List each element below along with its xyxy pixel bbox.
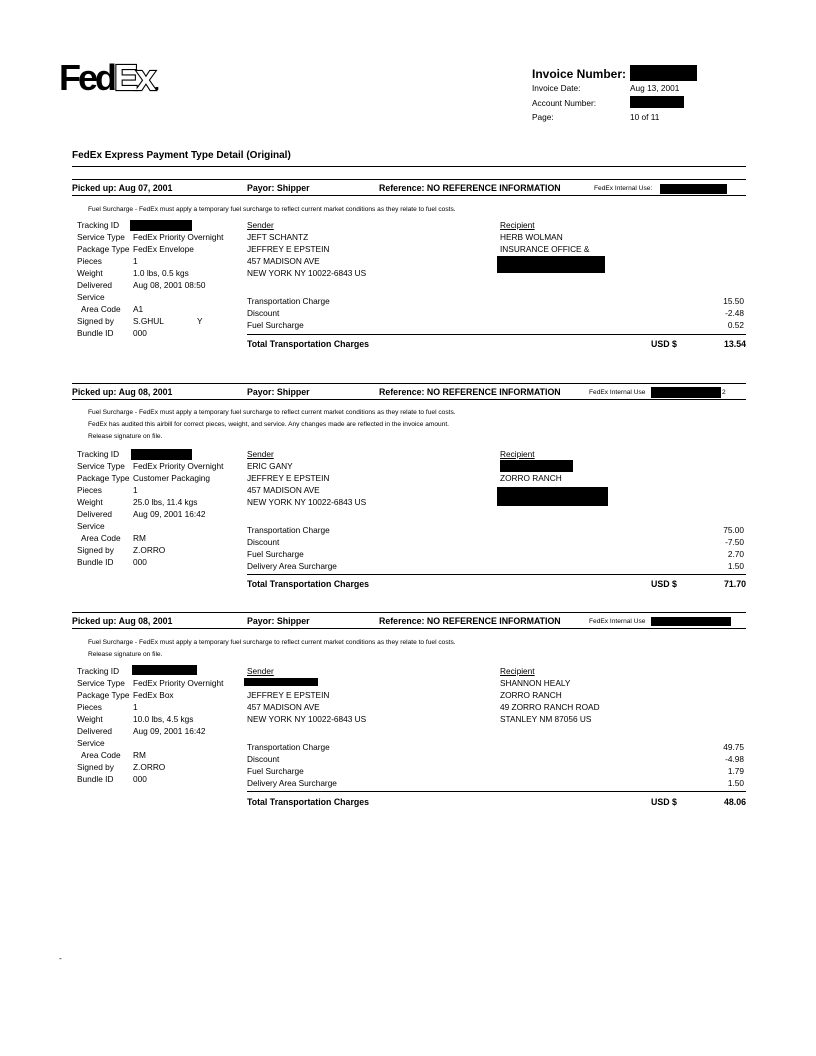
area-code: RM [133, 750, 146, 760]
total-amount: 48.06 [723, 797, 746, 807]
divider [247, 334, 746, 335]
recipient-line: ZORRO RANCH [500, 690, 562, 700]
divider [72, 195, 746, 196]
redaction-tracking-id [132, 665, 197, 675]
total-amount: 71.70 [723, 579, 746, 589]
sender-line: NEW YORK NY 10022-6843 US [247, 268, 367, 278]
divider [247, 791, 746, 792]
pieces: 1 [133, 702, 138, 712]
pieces-label: Pieces [77, 256, 102, 266]
picked-up: Picked up: Aug 07, 2001 [72, 183, 173, 193]
weight: 1.0 lbs, 0.5 kgs [133, 268, 189, 278]
currency: USD $ [651, 579, 677, 589]
invoice-date: Aug 13, 2001 [630, 83, 680, 93]
sender-line: JEFFREY E EPSTEIN [247, 473, 330, 483]
service-label: Service [77, 521, 105, 531]
service-type-label: Service Type [77, 232, 125, 242]
signed-by-label: Signed by [77, 316, 114, 326]
currency: USD $ [651, 339, 677, 349]
service-type-label: Service Type [77, 461, 125, 471]
charge-label: Discount [247, 308, 280, 318]
bundle-id-label: Bundle ID [77, 328, 114, 338]
redaction-account-number [630, 96, 684, 108]
package-type: FedEx Box [133, 690, 174, 700]
redaction-internal-use [651, 617, 731, 626]
charge-label: Fuel Surcharge [247, 320, 304, 330]
total-label: Total Transportation Charges [247, 579, 370, 589]
section-title: FedEx Express Payment Type Detail (Original) [72, 150, 291, 161]
internal-use-label: FedEx Internal Use [589, 389, 646, 396]
package-type: FedEx Envelope [133, 244, 194, 254]
bundle-id-label: Bundle ID [77, 557, 114, 567]
area-code-label: Area Code [81, 304, 121, 314]
signed-by: Z.ORRO [133, 545, 166, 555]
signed-by-label: Signed by [77, 762, 114, 772]
weight: 10.0 lbs, 4.5 kgs [133, 714, 194, 724]
recipient-label: Recipient [500, 666, 535, 676]
weight-label: Weight [77, 714, 103, 724]
package-type-label: Package Type [77, 244, 130, 254]
note: Fuel Surcharge - FedEx must apply a temporary fuel surcharge to reflect current market conditions as they relate to fuel costs. [88, 639, 456, 646]
charge-label: Discount [247, 754, 280, 764]
recipient-line: HERB WOLMAN [500, 232, 563, 242]
package-type-label: Package Type [77, 690, 130, 700]
charge-label: Transportation Charge [247, 742, 330, 752]
pieces-label: Pieces [77, 702, 102, 712]
note: FedEx has audited this airbill for correct pieces, weight, and service. Any changes made are reflected in the invoice amount. [88, 421, 450, 428]
internal-use-label: FedEx Internal Use: [594, 185, 653, 192]
internal-use-label: FedEx Internal Use [589, 618, 646, 625]
currency: USD $ [651, 797, 677, 807]
tracking-id-label: Tracking ID [77, 220, 120, 230]
pieces: 1 [133, 256, 138, 266]
account-number-label: Account Number: [532, 98, 597, 108]
charge-amount: 1.50 [727, 778, 744, 788]
logo-fed: Fed [59, 57, 115, 98]
picked-up: Picked up: Aug 08, 2001 [72, 616, 173, 626]
charge-amount: -7.50 [725, 537, 744, 547]
reference: Reference: NO REFERENCE INFORMATION [379, 616, 561, 626]
charge-label: Transportation Charge [247, 296, 330, 306]
redaction-recipient-address [497, 487, 608, 506]
charge-amount: 1.50 [727, 561, 744, 571]
recipient-line: INSURANCE OFFICE & [500, 244, 590, 254]
delivered-label: Delivered [77, 726, 113, 736]
divider [72, 166, 746, 167]
tracking-id-label: Tracking ID [77, 449, 120, 459]
sender-label: Sender [247, 220, 274, 230]
recipient-line: SHANNON HEALY [500, 678, 571, 688]
sender-line: JEFFREY E EPSTEIN [247, 244, 330, 254]
delivered: Aug 09, 2001 16:42 [133, 509, 206, 519]
bundle-id-label: Bundle ID [77, 774, 114, 784]
charge-label: Delivery Area Surcharge [247, 778, 337, 788]
sender-line: 457 MADISON AVE [247, 702, 320, 712]
logo-ex: Ex [114, 57, 155, 98]
area-code-label: Area Code [81, 533, 121, 543]
logo-dot: . [154, 73, 160, 95]
redaction-tracking-id [130, 220, 192, 231]
redaction-tracking-id [131, 449, 192, 460]
service-type: FedEx Priority Overnight [133, 678, 224, 688]
service-label: Service [77, 738, 105, 748]
pieces-label: Pieces [77, 485, 102, 495]
charge-amount: 2.70 [727, 549, 744, 559]
page-number: 10 of 11 [630, 112, 660, 122]
tracking-id-label: Tracking ID [77, 666, 120, 676]
charge-amount: -4.98 [725, 754, 744, 764]
charge-amount: 1.79 [727, 766, 744, 776]
sender-line: ERIC GANY [247, 461, 293, 471]
service-type-label: Service Type [77, 678, 125, 688]
sender-label: Sender [247, 449, 274, 459]
payor: Payor: Shipper [247, 183, 310, 193]
recipient-label: Recipient [500, 220, 535, 230]
charge-amount: 49.75 [723, 742, 744, 752]
sender-label: Sender [247, 666, 274, 676]
charge-label: Fuel Surcharge [247, 549, 304, 559]
signed-by: Z.ORRO [133, 762, 166, 772]
charge-label: Transportation Charge [247, 525, 330, 535]
sender-line: JEFFREY E EPSTEIN [247, 690, 330, 700]
total-label: Total Transportation Charges [247, 797, 370, 807]
sender-line: JEFT SCHANTZ [247, 232, 309, 242]
recipient-line: 49 ZORRO RANCH ROAD [500, 702, 600, 712]
recipient-line: ZORRO RANCH [500, 473, 562, 483]
delivered-label: Delivered [77, 509, 113, 519]
charge-label: Fuel Surcharge [247, 766, 304, 776]
page-label: Page: [532, 112, 554, 122]
package-type-label: Package Type [77, 473, 130, 483]
recipient-label: Recipient [500, 449, 535, 459]
redaction-sender-name [244, 678, 318, 686]
divider [72, 399, 746, 400]
delivered-label: Delivered [77, 280, 113, 290]
charge-amount: 0.52 [727, 320, 744, 330]
sender-line: NEW YORK NY 10022-6843 US [247, 714, 367, 724]
redaction-invoice-number [630, 65, 697, 81]
redaction-recipient-address [497, 256, 605, 273]
divider [72, 628, 746, 629]
sender-line: NEW YORK NY 10022-6843 US [247, 497, 367, 507]
charge-amount: 15.50 [723, 296, 744, 306]
charge-amount: 75.00 [723, 525, 744, 535]
delivered: Aug 09, 2001 16:42 [133, 726, 206, 736]
package-type: Customer Packaging [133, 473, 211, 483]
reference: Reference: NO REFERENCE INFORMATION [379, 183, 561, 193]
bundle-id: 000 [133, 328, 147, 338]
weight-label: Weight [77, 497, 103, 507]
payor: Payor: Shipper [247, 616, 310, 626]
service-label: Service [77, 292, 105, 302]
area-code: A1 [133, 304, 144, 314]
redaction-internal-use [660, 184, 727, 194]
divider [72, 383, 746, 384]
reference: Reference: NO REFERENCE INFORMATION [379, 387, 561, 397]
pieces: 1 [133, 485, 138, 495]
charge-label: Discount [247, 537, 280, 547]
service-type: FedEx Priority Overnight [133, 232, 224, 242]
divider [72, 179, 746, 180]
redaction-recipient-name [500, 460, 573, 472]
delivered: Aug 08, 2001 08:50 [133, 280, 206, 290]
signed-flag: Y [197, 316, 203, 326]
area-code: RM [133, 533, 146, 543]
note: Fuel Surcharge - FedEx must apply a temporary fuel surcharge to reflect current market conditions as they relate to fuel costs. [88, 409, 456, 416]
area-code-label: Area Code [81, 750, 121, 760]
bundle-id: 000 [133, 774, 147, 784]
charge-amount: -2.48 [725, 308, 744, 318]
footer-mark: - [59, 953, 62, 963]
sender-line: 457 MADISON AVE [247, 256, 320, 266]
recipient-line: STANLEY NM 87056 US [500, 714, 592, 724]
sender-line: 457 MADISON AVE [247, 485, 320, 495]
weight-label: Weight [77, 268, 103, 278]
payor: Payor: Shipper [247, 387, 310, 397]
internal-use-suffix: 2 [722, 389, 726, 396]
redaction-internal-use [651, 387, 721, 398]
divider [247, 574, 746, 575]
total-label: Total Transportation Charges [247, 339, 370, 349]
picked-up: Picked up: Aug 08, 2001 [72, 387, 173, 397]
total-amount: 13.54 [723, 339, 746, 349]
signed-by: S.GHUL [133, 316, 164, 326]
divider [72, 612, 746, 613]
service-type: FedEx Priority Overnight [133, 461, 224, 471]
note: Release signature on file. [88, 433, 163, 440]
invoice-date-label: Invoice Date: [532, 83, 581, 93]
invoice-number-label: Invoice Number: [532, 67, 627, 81]
note: Release signature on file. [88, 651, 163, 658]
bundle-id: 000 [133, 557, 147, 567]
signed-by-label: Signed by [77, 545, 114, 555]
weight: 25.0 lbs, 11.4 kgs [133, 497, 198, 507]
charge-label: Delivery Area Surcharge [247, 561, 337, 571]
note: Fuel Surcharge - FedEx must apply a temporary fuel surcharge to reflect current market conditions as they relate to fuel costs. [88, 206, 456, 213]
fedex-logo [59, 58, 160, 104]
